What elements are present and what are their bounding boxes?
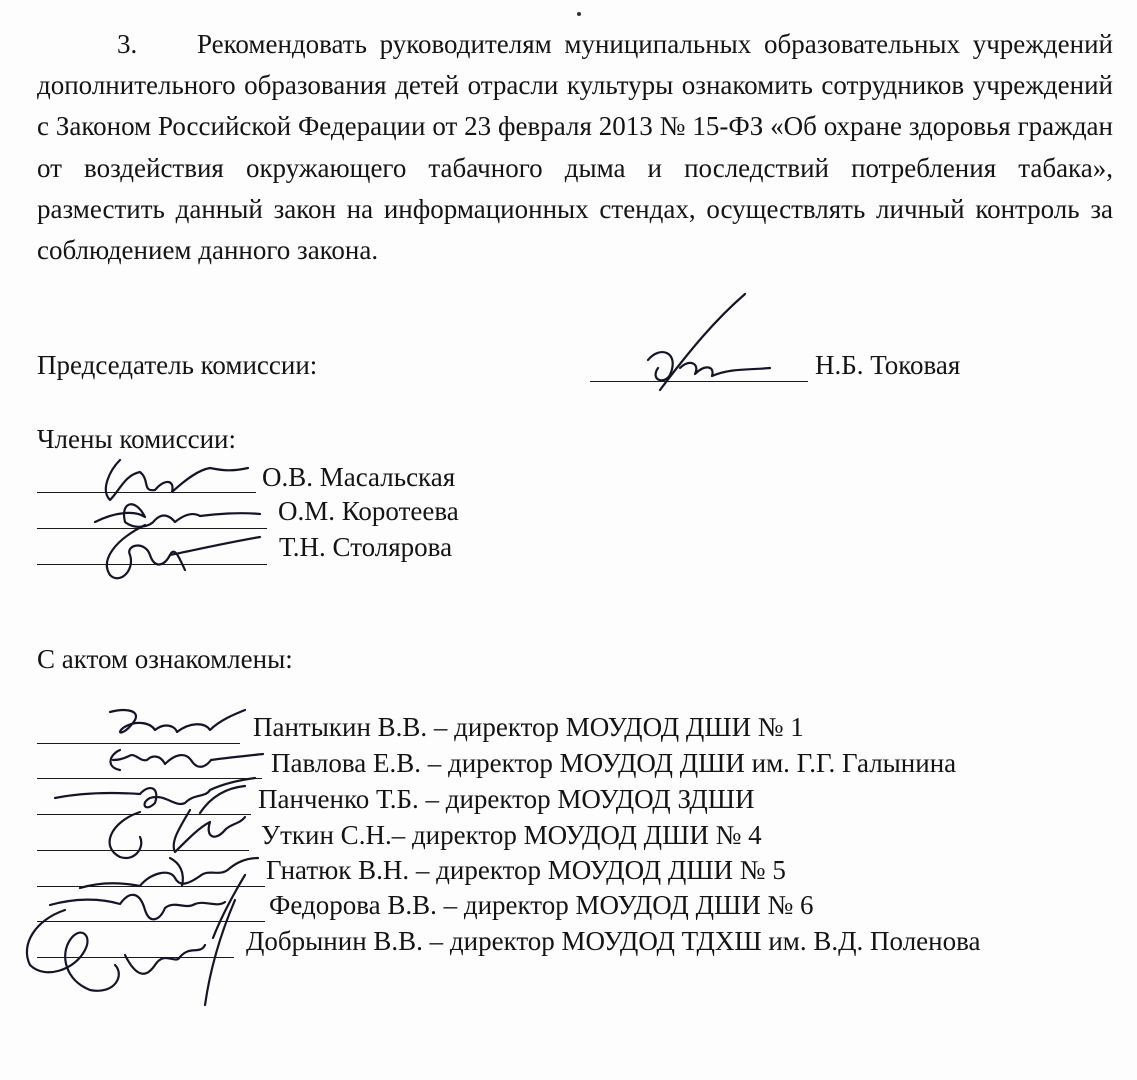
acq-signature-7 bbox=[5, 895, 245, 1015]
chairman-label: Председатель комиссии: bbox=[37, 350, 318, 380]
acq-name-6: Федорова В.В. – директор МОУДОД ДШИ № 6 bbox=[269, 890, 814, 920]
members-label: Члены комиссии: bbox=[37, 424, 236, 454]
member-signature-3 bbox=[75, 515, 265, 590]
paragraph-3 bbox=[37, 24, 1113, 271]
acquainted-label: С актом ознакомлены: bbox=[37, 644, 293, 674]
acq-name-4: Уткин С.Н.– директор МОУДОД ДШИ № 4 bbox=[261, 820, 762, 850]
acq-name-2: Павлова Е.В. – директор МОУДОД ДШИ им. Г.Г. Галынина bbox=[271, 748, 957, 778]
acq-name-3: Панченко Т.Б. – директор МОУДОД ЗДШИ bbox=[258, 784, 755, 814]
acq-name-1: Пантыкин В.В. – директор МОУДОД ДШИ № 1 bbox=[253, 712, 804, 742]
member-name-3: Т.Н. Столярова bbox=[279, 532, 453, 562]
paragraph-text: Рекомендовать руководителям муниципальных образовательных учреждений дополнительного образования детей отрасли культуры ознакомить сотрудников учреждений с Законом Российской Федерации от 23 февраля 2013 № 15-ФЗ «Об охране здоровья граждан от воздействия окружающего табачного дыма и последствий потребления табака», разместить данный закон на информационных стендах, осуществлять личный контроль за соблюдением данного закона. bbox=[37, 29, 1113, 266]
acq-name-5: Гнатюк В.Н. – директор МОУДОД ДШИ № 5 bbox=[266, 855, 786, 885]
chairman-signature bbox=[620, 290, 790, 400]
paragraph-number: 3. bbox=[117, 29, 138, 59]
member-name-2: О.М. Коротеева bbox=[278, 496, 459, 526]
chairman-name: Н.Б. Токовая bbox=[815, 350, 961, 380]
member-name-1: О.В. Масальская bbox=[262, 462, 456, 492]
scan-speck bbox=[577, 12, 581, 16]
acq-name-7: Добрынин В.В. – директор МОУДОД ТДХШ им. В.Д. Поленова bbox=[246, 926, 981, 956]
